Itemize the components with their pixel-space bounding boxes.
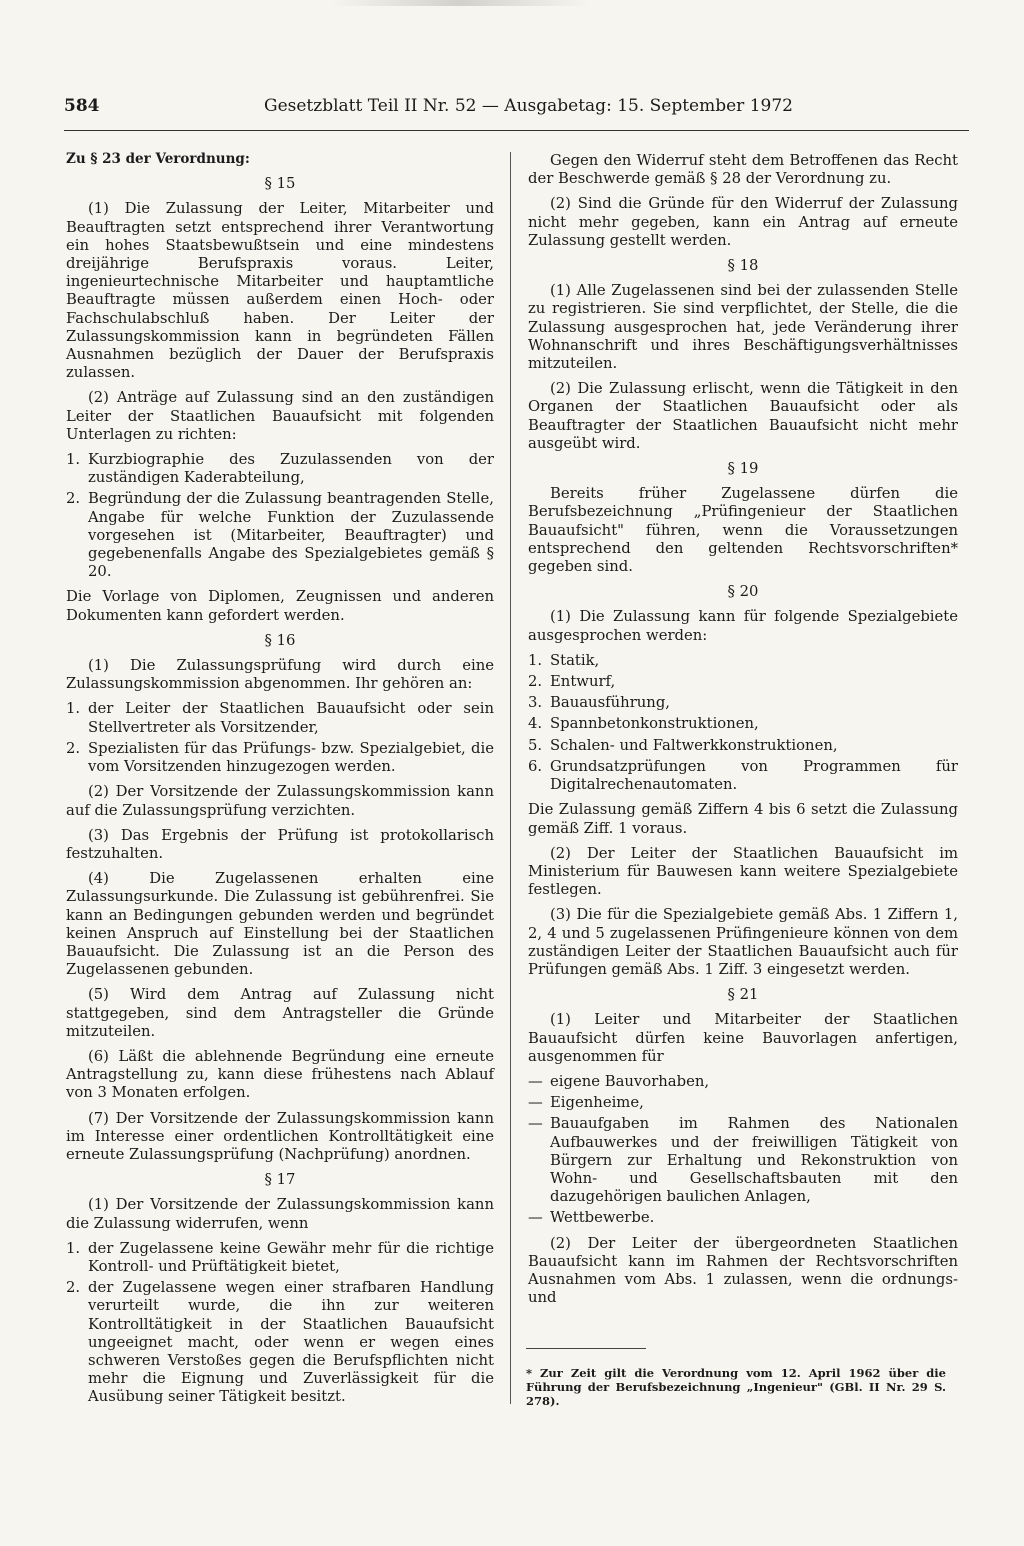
list-item [528, 1094, 958, 1112]
list-number: 1. [66, 451, 81, 469]
paragraph-text: (1) Die Zulassungsprüfung wird durch eine Zulassungskommission abgenommen. Ihr gehören an: [66, 657, 494, 693]
paragraph-text: (2) Der Leiter der übergeordneten Staatlichen Bauaufsicht kann im Rahmen der Rechtsvorschriften Ausnahmen vom Abs. 1 zulassen, wenn die ordnungs- und [528, 1234, 958, 1307]
paragraph-text: (1) Leiter und Mitarbeiter der Staatlichen Bauaufsicht dürfen keine Bauvorlagen anfertigen, ausgenommen für [528, 1011, 958, 1065]
list-text: Spannbetonkonstruktionen, [550, 715, 759, 733]
list-text: Bauaufgaben im Rahmen des Nationalen Aufbauwerkes und der freiwilligen Tätigkeit von Bürgern zur Erhaltung und Rekonstruktion von Wohn- und Gesellschaftsbauten mit den dazugehörigen baulichen Anlagen, [550, 1115, 958, 1206]
list-item [528, 1073, 958, 1091]
paragraph-text: (1) Die Zulassung der Leiter, Mitarbeiter und Beauftragten setzt entsprechend ihrer Verantwortung ein hohes Staatsbewußtsein und eine mindestens dreijährige Berufspraxis voraus. Leiter, ingenieurtechnische Mitarbeiter und hauptamtliche Beauftragte müssen außerdem einen Hoch- oder Fachschulabschluß haben. Der Leiter der Zulassungskommission kann in begründeten Fällen Ausnahmen bezüglich der Dauer der Berufspraxis zulassen. [66, 200, 494, 382]
list-dash: — [528, 1072, 543, 1090]
header-rule [64, 130, 969, 131]
list-item [66, 700, 494, 736]
paragraph-text: (1) Alle Zugelassenen sind bei der zulassenden Stelle zu registrieren. Sie sind verpflichtet, der Stelle, die die Zulassung ausgesprochen hat, jede Veränderung ihrer Wohnanschrift und ihres Beschäftigungsverhältnisses mitzuteilen. [528, 282, 958, 373]
list-text: Entwurf, [550, 673, 616, 691]
numbered-list [66, 451, 494, 581]
list-text: Schalen- und Faltwerkkonstruktionen, [550, 736, 838, 754]
list-number: 4. [528, 715, 543, 733]
list-text: Kurzbiographie des Zuzulassenden von der zuständigen Kaderabteilung, [88, 451, 494, 487]
paragraph-heading: § 21 [727, 986, 759, 1004]
list-item [66, 740, 494, 776]
list-text: eigene Bauvorhaben, [550, 1072, 710, 1090]
list-item [528, 694, 958, 712]
list-item [66, 451, 494, 487]
scan-artifact [330, 0, 590, 6]
list-item [528, 758, 958, 794]
paragraph-heading: § 20 [727, 583, 759, 601]
page-header [64, 96, 964, 126]
list-item [66, 1240, 494, 1276]
footnote-rule [526, 1348, 646, 1349]
list-item [66, 1279, 494, 1406]
page-number: 584 [64, 96, 100, 116]
list-text: Statik, [550, 651, 600, 669]
list-number: 1. [66, 1239, 81, 1257]
paragraph-text: (3) Das Ergebnis der Prüfung ist protokollarisch festzuhalten. [66, 826, 494, 862]
paragraph-text: (1) Die Zulassung kann für folgende Spezialgebiete ausgesprochen werden: [528, 608, 958, 644]
header-title: Gesetzblatt Teil II Nr. 52 — Ausgabetag: 15. September 1972 [264, 96, 793, 116]
list-number: 2. [66, 1279, 81, 1297]
paragraph-text: Gegen den Widerruf steht dem Betroffenen das Recht der Beschwerde gemäß § 28 der Verordnung zu. [528, 152, 958, 188]
paragraph-heading: § 16 [264, 631, 296, 649]
paragraph-text: (2) Die Zulassung erlischt, wenn die Tätigkeit in den Organen der Staatlichen Bauaufsicht oder als Beauftragter der Staatlichen Bauaufsicht nicht mehr ausgeübt wird. [528, 380, 958, 452]
paragraph-text: Die Vorlage von Diplomen, Zeugnissen und anderen Dokumenten kann gefordert werden. [66, 588, 494, 624]
list-dash: — [528, 1115, 543, 1133]
paragraph-text: (2) Der Vorsitzende der Zulassungskommission kann auf die Zulassungsprüfung verzichten. [66, 783, 494, 819]
footnote: * Zur Zeit gilt die Verordnung vom 12. April 1962 über die Führung der Berufsbezeichnung „Ingenieur" (GBl. II Nr. 29 S. 278). [526, 1366, 946, 1408]
list-text: Eigenheime, [550, 1094, 644, 1112]
list-number: 2. [528, 673, 543, 691]
paragraph-text: (5) Wird dem Antrag auf Zulassung nicht stattgegeben, sind dem Antragsteller die Gründe mitzuteilen. [66, 986, 494, 1040]
paragraph-heading: § 18 [727, 257, 759, 275]
list-text: Bauausführung, [550, 694, 671, 712]
list-text: der Leiter der Staatlichen Bauaufsicht oder sein Stellvertreter als Vorsitzender, [88, 700, 494, 736]
list-number: 5. [528, 736, 543, 754]
paragraph-heading: § 17 [264, 1171, 296, 1189]
list-item [528, 715, 958, 733]
list-number: 1. [66, 700, 81, 718]
paragraph-text: (3) Die für die Spezialgebiete gemäß Abs. 1 Ziffern 1, 2, 4 und 5 zugelassenen Prüfingenieure können von dem zuständigen Leiter der Staatlichen Bauaufsicht auch für Prüfungen gemäß Abs. 1 Ziff. 3 eingesetzt werden. [528, 906, 958, 978]
list-dash: — [528, 1094, 543, 1112]
numbered-list [66, 700, 494, 776]
list-number: 1. [528, 651, 543, 669]
paragraph-text: (2) Sind die Gründe für den Widerruf der Zulassung nicht mehr gegeben, kann ein Antrag auf erneute Zulassung gestellt werden. [528, 195, 958, 249]
list-number: 2. [66, 739, 81, 757]
paragraph-text: (2) Der Leiter der Staatlichen Bauaufsicht im Ministerium für Bauwesen kann weitere Spezialgebiete festlegen. [528, 844, 958, 899]
list-text: der Zugelassene wegen einer strafbaren Handlung verurteilt wurde, die ihn zur weiteren Kontrolltätigkeit in der Staatlichen Bauaufsicht ungeeignet macht, oder wenn er wegen eines schweren Verstoßes gegen die Berufspflichten nicht mehr die Eignung und Zuverlässigkeit für die Ausübung seiner Tätigkeit besitzt. [88, 1279, 494, 1406]
list-text: Begründung der die Zulassung beantragenden Stelle, Angabe für welche Funktion der Zuzulassende vorgesehen ist (Mitarbeiter, Beauftragter) und gegebenenfalls Angabe des Spezialgebietes gemäß § 20. [88, 490, 494, 581]
dash-list [528, 1073, 958, 1228]
numbered-list [528, 652, 958, 794]
list-number: 2. [66, 490, 81, 508]
paragraph-heading: § 15 [264, 175, 296, 193]
left-column [66, 150, 494, 1414]
list-item [528, 737, 958, 755]
section-reference: Zu § 23 der Verordnung: [66, 151, 250, 167]
paragraph-text: (2) Anträge auf Zulassung sind an den zuständigen Leiter der Staatlichen Bauaufsicht mit folgenden Unterlagen zu richten: [66, 389, 494, 443]
paragraph-text: Die Zulassung gemäß Ziffern 4 bis 6 setzt die Zulassung gemäß Ziff. 1 voraus. [528, 801, 958, 837]
right-column [528, 152, 958, 1314]
column-divider [510, 152, 511, 1404]
list-number: 6. [528, 757, 543, 775]
list-item [66, 490, 494, 581]
paragraph-text: (6) Läßt die ablehnende Begründung eine erneute Antragstellung zu, kann diese frühestens nach Ablauf von 3 Monaten erfolgen. [66, 1047, 494, 1102]
paragraph-text: (4) Die Zugelassenen erhalten eine Zulassungsurkunde. Die Zulassung ist gebührenfrei. Sie kann an Bedingungen gebunden werden und begründet keinen Anspruch auf Einstellung bei der Staatlichen Bauaufsicht. Die Zulassung ist an die Person des Zugelassenen gebunden. [66, 870, 494, 979]
list-text: Grundsatzprüfungen von Programmen für Digitalrechenautomaten. [550, 757, 958, 794]
paragraph-text: (1) Der Vorsitzende der Zulassungskommission kann die Zulassung widerrufen, wenn [66, 1196, 494, 1232]
list-text: Spezialisten für das Prüfungs- bzw. Spezialgebiet, die vom Vorsitzenden hinzugezogen werden. [88, 739, 494, 776]
paragraph-text: (7) Der Vorsitzende der Zulassungskommission kann im Interesse einer ordentlichen Kontrolltätigkeit eine erneute Zulassungsprüfung (Nachprüfung) anordnen. [66, 1109, 494, 1163]
numbered-list [66, 1240, 494, 1407]
list-item [528, 1115, 958, 1206]
list-dash: — [528, 1209, 543, 1227]
list-text: Wettbewerbe. [550, 1209, 655, 1227]
paragraph-text: Bereits früher Zugelassene dürfen die Berufsbezeichnung „Prüfingenieur der Staatlichen Bauaufsicht" führen, wenn die Voraussetzungen entsprechend den geltenden Rechtsvorschriften* gegeben sind. [528, 485, 958, 576]
list-item [528, 652, 958, 670]
list-number: 3. [528, 694, 543, 712]
list-text: der Zugelassene keine Gewähr mehr für die richtige Kontroll- und Prüftätigkeit bietet, [88, 1239, 494, 1275]
list-item [528, 1209, 958, 1227]
list-item [528, 673, 958, 691]
paragraph-heading: § 19 [727, 460, 759, 478]
